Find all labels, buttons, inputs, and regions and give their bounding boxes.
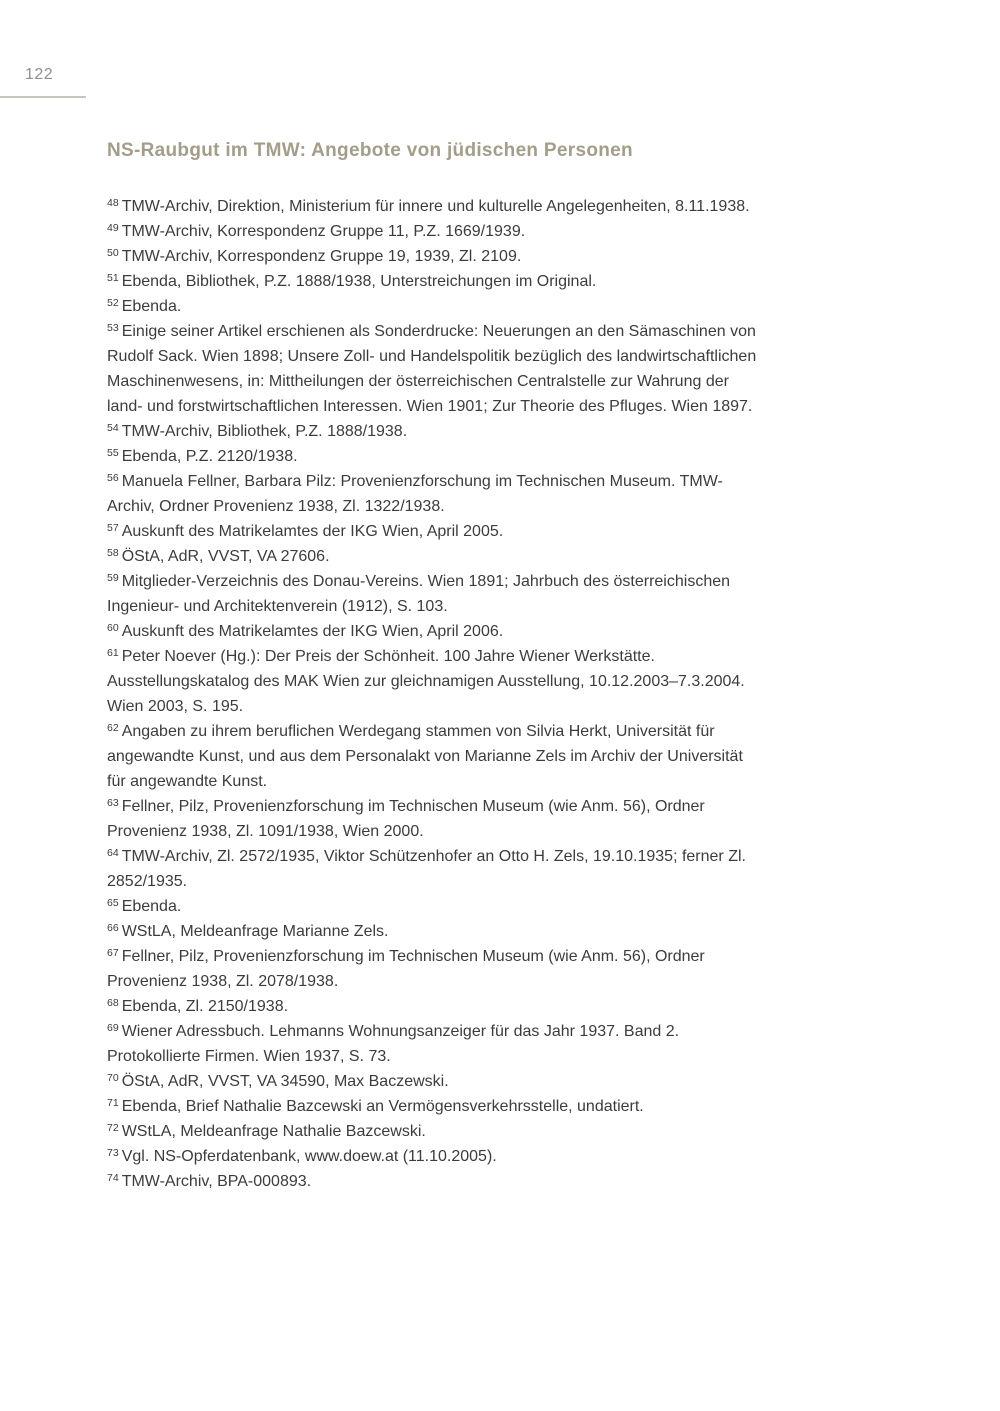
footnote-number: 67 <box>107 947 119 960</box>
footnote <box>107 469 759 519</box>
footnote-text: Auskunft des Matrikelamtes der IKG Wien, April 2005. <box>121 523 504 540</box>
footnote <box>107 569 759 619</box>
footnote <box>107 544 759 569</box>
page-number: 122 <box>25 66 54 83</box>
page-content <box>107 140 759 1194</box>
footnote <box>107 244 759 269</box>
footnote <box>107 269 759 294</box>
footnote <box>107 919 759 944</box>
footnote-text: WStLA, Meldeanfrage Nathalie Bazcewski. <box>121 1123 426 1140</box>
footnote-number: 64 <box>107 847 119 860</box>
footnote-text: TMW-Archiv, Korrespondenz Gruppe 19, 1939, Zl. 2109. <box>121 248 522 265</box>
footnote-text: Auskunft des Matrikelamtes der IKG Wien, April 2006. <box>121 623 504 640</box>
footnote-number: 50 <box>107 247 119 260</box>
page-title: NS-Raubgut im TMW: Angebote von jüdischen Personen <box>107 140 633 161</box>
footnote-text: Vgl. NS-Opferdatenbank, www.doew.at (11.10.2005). <box>121 1148 497 1165</box>
footnote <box>107 894 759 919</box>
footnote-number: 51 <box>107 272 119 285</box>
footnote-number: 66 <box>107 922 119 935</box>
footnote <box>107 319 759 419</box>
footnote-number: 70 <box>107 1072 119 1085</box>
footnote <box>107 1144 759 1169</box>
footnote-text: TMW-Archiv, Zl. 2572/1935, Viktor Schützenhofer an Otto H. Zels, 19.10.1935; ferner Zl. 2852/1935. <box>107 848 746 890</box>
footnote <box>107 1169 759 1194</box>
footnote-text: Einige seiner Artikel erschienen als Sonderdrucke: Neuerungen an den Sämaschinen von Rudolf Sack. Wien 1898; Unsere Zoll- und Handelspolitik bezüglich des landwirtschaftlichen Maschinenwesens, in: Mittheilungen der österreichischen Centralstelle zur Wahrung der land- und forstwirtschaftlichen Interessen. Wien 1901; Zur Theorie des Pfluges. Wien 1897. <box>107 323 757 415</box>
footnote-text: Ebenda, Bibliothek, P.Z. 1888/1938, Unterstreichungen im Original. <box>121 273 597 290</box>
footnote-number: 73 <box>107 1147 119 1160</box>
footnote-number: 72 <box>107 1122 119 1135</box>
footnote-number: 60 <box>107 622 119 635</box>
footnote-text: Ebenda. <box>121 298 182 315</box>
footnote-text: TMW-Archiv, Bibliothek, P.Z. 1888/1938. <box>121 423 408 440</box>
footnote <box>107 444 759 469</box>
footnote <box>107 1119 759 1144</box>
footnote <box>107 194 759 219</box>
footnote-text: Wiener Adressbuch. Lehmanns Wohnungsanzeiger für das Jahr 1937. Band 2. Protokollierte Firmen. Wien 1937, S. 73. <box>107 1023 680 1065</box>
footnote-number: 61 <box>107 647 119 660</box>
footnote-number: 74 <box>107 1172 119 1185</box>
footnote <box>107 1094 759 1119</box>
footnote-text: WStLA, Meldeanfrage Marianne Zels. <box>121 923 389 940</box>
footnote-text: TMW-Archiv, BPA-000893. <box>121 1173 312 1190</box>
footnote-number: 65 <box>107 897 119 910</box>
footnote-text: ÖStA, AdR, VVST, VA 34590, Max Baczewski. <box>121 1073 449 1090</box>
footnote <box>107 1019 759 1069</box>
footnote-number: 63 <box>107 797 119 810</box>
footnote-number: 52 <box>107 297 119 310</box>
header-rule <box>0 96 86 98</box>
footnote-number: 49 <box>107 222 119 235</box>
footnote-number: 54 <box>107 422 119 435</box>
footnote-number: 48 <box>107 197 119 210</box>
footnote <box>107 994 759 1019</box>
footnote-text: Ebenda, Brief Nathalie Bazcewski an Vermögensverkehrsstelle, undatiert. <box>121 1098 644 1115</box>
footnote-text: Peter Noever (Hg.): Der Preis der Schönheit. 100 Jahre Wiener Werkstätte. Ausstellungskatalog des MAK Wien zur gleichnamigen Ausstellung, 10.12.2003–7.3.2004. Wien 2003, S. 195. <box>107 648 745 715</box>
footnote-number: 59 <box>107 572 119 585</box>
footnote-text: Ebenda, Zl. 2150/1938. <box>121 998 289 1015</box>
footnote-text: Ebenda, P.Z. 2120/1938. <box>121 448 298 465</box>
footnote <box>107 644 759 719</box>
footnote <box>107 794 759 844</box>
footnote <box>107 219 759 244</box>
footnote-number: 69 <box>107 1022 119 1035</box>
footnote-text: TMW-Archiv, Direktion, Ministerium für innere und kulturelle Angelegenheiten, 8.11.1938. <box>121 198 750 215</box>
footnote <box>107 619 759 644</box>
footnote-number: 55 <box>107 447 119 460</box>
footnote <box>107 719 759 794</box>
footnotes-list <box>107 194 759 1194</box>
footnote-number: 56 <box>107 472 119 485</box>
footnote-text: Fellner, Pilz, Provenienzforschung im Technischen Museum (wie Anm. 56), Ordner Provenienz 1938, Zl. 1091/1938, Wien 2000. <box>107 798 705 840</box>
footnote-text: Fellner, Pilz, Provenienzforschung im Technischen Museum (wie Anm. 56), Ordner Provenienz 1938, Zl. 2078/1938. <box>107 948 705 990</box>
footnote-text: Mitglieder-Verzeichnis des Donau-Vereins. Wien 1891; Jahrbuch des österreichischen Ingenieur- und Architektenverein (1912), S. 103. <box>107 573 731 615</box>
footnote-text: Angaben zu ihrem beruflichen Werdegang stammen von Silvia Herkt, Universität für angewandte Kunst, und aus dem Personalakt von Marianne Zels im Archiv der Universität für angewandte Kunst. <box>107 723 743 790</box>
footnote-number: 62 <box>107 722 119 735</box>
footnote-text: Manuela Fellner, Barbara Pilz: Provenienzforschung im Technischen Museum. TMW-Archiv, Ordner Provenienz 1938, Zl. 1322/1938. <box>107 473 723 515</box>
footnote-text: Ebenda. <box>121 898 182 915</box>
footnote-number: 58 <box>107 547 119 560</box>
footnote-number: 53 <box>107 322 119 335</box>
footnote <box>107 519 759 544</box>
footnote-number: 68 <box>107 997 119 1010</box>
footnote <box>107 944 759 994</box>
footnote <box>107 1069 759 1094</box>
footnote <box>107 844 759 894</box>
footnote-text: ÖStA, AdR, VVST, VA 27606. <box>121 548 330 565</box>
footnote <box>107 419 759 444</box>
footnote-text: TMW-Archiv, Korrespondenz Gruppe 11, P.Z. 1669/1939. <box>121 223 526 240</box>
footnote-number: 71 <box>107 1097 119 1110</box>
footnote <box>107 294 759 319</box>
footnote-number: 57 <box>107 522 119 535</box>
